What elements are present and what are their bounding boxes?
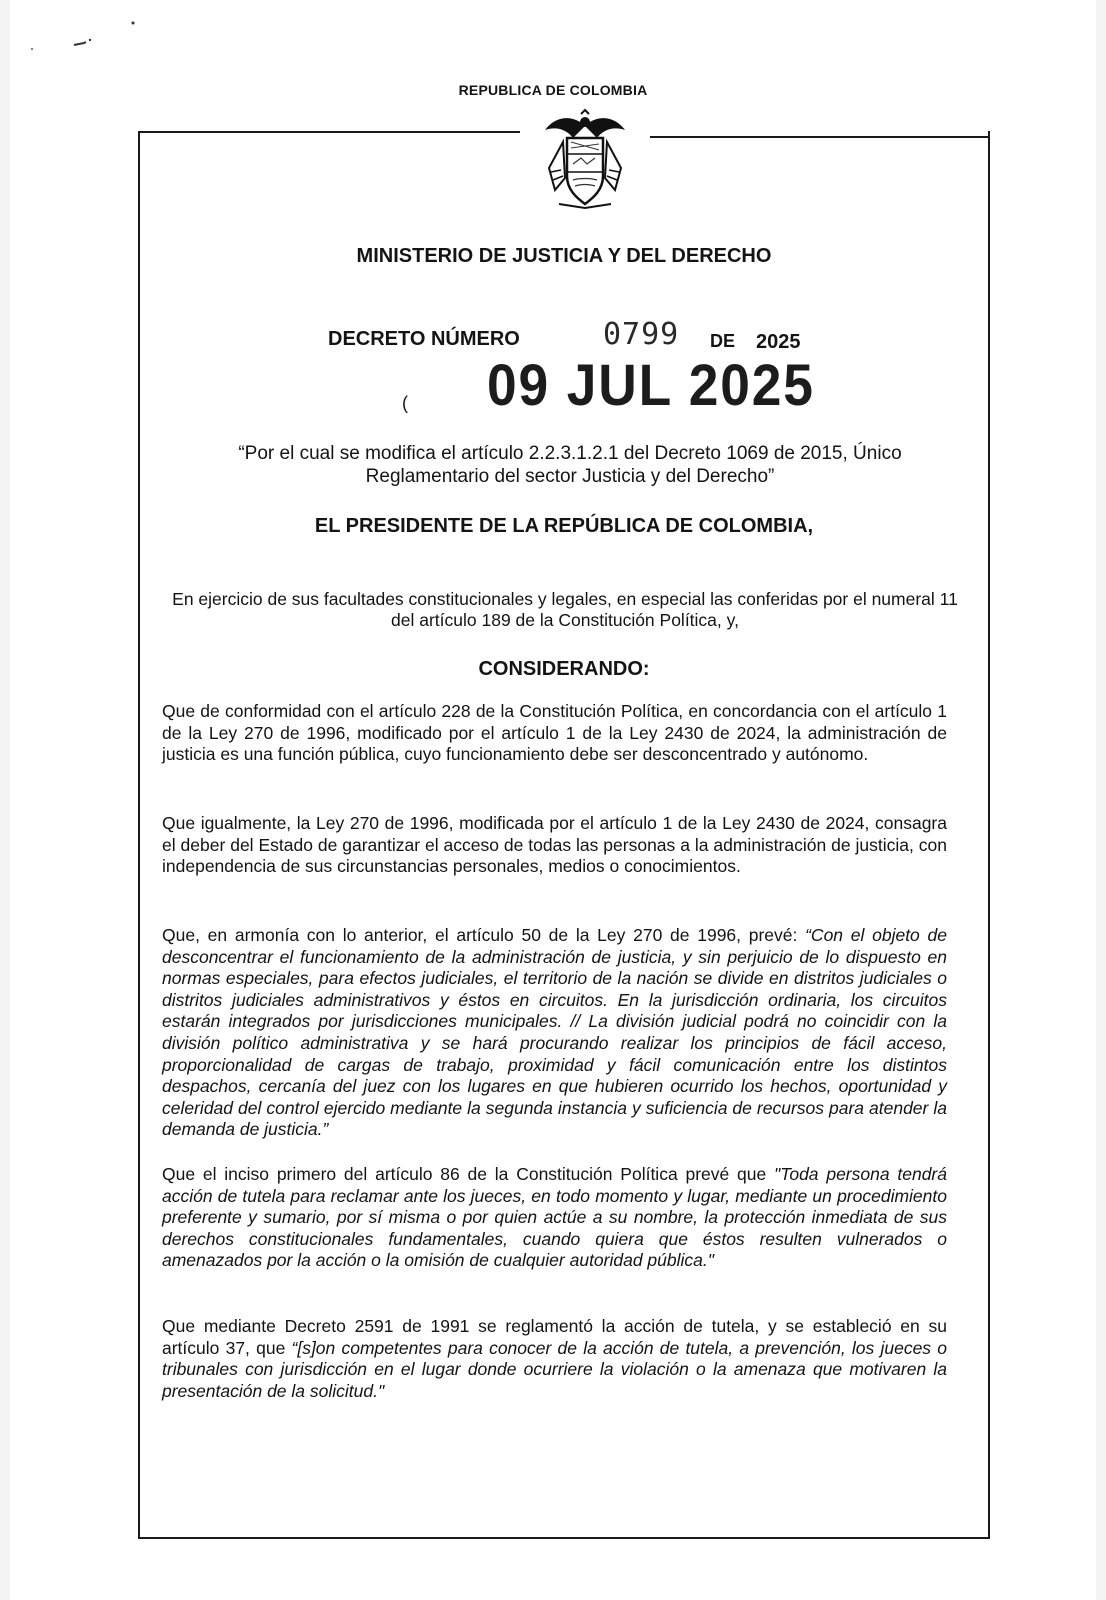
decree-year: 2025 <box>756 331 801 353</box>
border-top-right <box>650 136 988 138</box>
date-open-paren: ( <box>402 393 408 413</box>
decree-title: “Por el cual se modifica el artículo 2.2.3.1.2.1 del Decreto 1069 de 2015, Único Reglamentario del sector Justicia y del Derecho” <box>238 443 902 487</box>
border-top-left <box>138 131 520 133</box>
president-heading: EL PRESIDENTE DE LA REPÚBLICA DE COLOMBIA, <box>314 515 814 537</box>
considering-paragraph-1: Que de conformidad con el artículo 228 de la Constitución Política, en concordancia con el artículo 1 de la Ley 270 de 1996, modificado por el artículo 1 de la Ley 2430 de 2024, la administración de justicia es una función pública, cuyo funcionamiento debe ser desconcentrado y autónomo. <box>162 701 947 765</box>
paragraph-lead: Que el inciso primero del artículo 86 de la Constitución Política prevé que <box>162 1164 775 1184</box>
scan-specks <box>20 15 140 55</box>
faculties-paragraph: En ejercicio de sus facultades constitucionales y legales, en especial las conferidas por el numeral 11 del artículo 189 de la Constitución Política, y, <box>172 589 958 630</box>
ministry-heading: MINISTERIO DE JUSTICIA Y DEL DERECHO <box>356 245 772 267</box>
coat-of-arms-emblem <box>537 108 633 212</box>
considering-paragraph-2: Que igualmente, la Ley 270 de 1996, modificada por el artículo 1 de la Ley 2430 de 2024, consagra el deber del Estado de garantizar el acceso de todas las personas a la administración de justicia, con independencia de sus circunstancias personales, medios o conocimientos. <box>162 813 947 877</box>
considering-paragraph-3 <box>162 925 947 1141</box>
quoted-text: “[s]on competentes para conocer de la acción de tutela, a prevención, los jueces o tribunales con jurisdicción en el lugar donde ocurriere la violación o la amenaza que motivaren la presentación de la solicitud." <box>162 1337 947 1401</box>
considering-heading: CONSIDERANDO: <box>478 658 650 680</box>
country-heading: REPUBLICA DE COLOMBIA <box>458 82 648 98</box>
considering-paragraph-5 <box>162 1316 947 1402</box>
considering-paragraph-4 <box>162 1164 947 1272</box>
quoted-text: “Con el objeto de desconcentrar el funcionamiento de la administración de justicia, y sin perjuicio de lo dispuesto en normas especiales, para efectos judiciales, el territorio de la nación se divide en distritos judiciales o distritos judiciales administrativos y éstos en circuitos. En la jurisdicción ordinaria, los circuitos estarán integrados por jurisdicciones municipales. // La división judicial podrá no coincidir con la división político administrativa y se hará procurando realizar los principios de fácil acceso, proporcionalidad de cargas de trabajo, proximidad y fácil comunicación entre los distintos despachos, cercanía del juez con los lugares en que hubieren ocurrido los hechos, oportunidad y celeridad del control ejercido mediante la segunda instancia y suficiencia de recursos para atender la demanda de justicia.” <box>162 925 947 1140</box>
stamped-date: 09 JUL 2025 <box>487 353 815 418</box>
decree-label: DECRETO NÚMERO <box>328 328 520 350</box>
quoted-text: "Toda persona tendrá acción de tutela para reclamar ante los jueces, en todo momento y lugar, mediante un procedimiento preferente y sumario, por sí misma o por quien actúe a su nombre, la protección inmediata de sus derechos constitucionales fundamentales, cuando quiera que éstos resulten vulnerados o amenazados por la acción o la omisión de cualquier autoridad pública." <box>162 1164 947 1271</box>
paragraph-lead: Que, en armonía con lo anterior, el artículo 50 de la Ley 270 de 1996, prevé: <box>162 925 806 945</box>
decree-de-label: DE <box>710 331 736 351</box>
decree-number: 0799 <box>603 317 680 352</box>
paragraph-lead: Que mediante Decreto 2591 de 1991 se reglamentó la acción de tutela, y se estableció en su artículo 37, que <box>162 1316 947 1358</box>
